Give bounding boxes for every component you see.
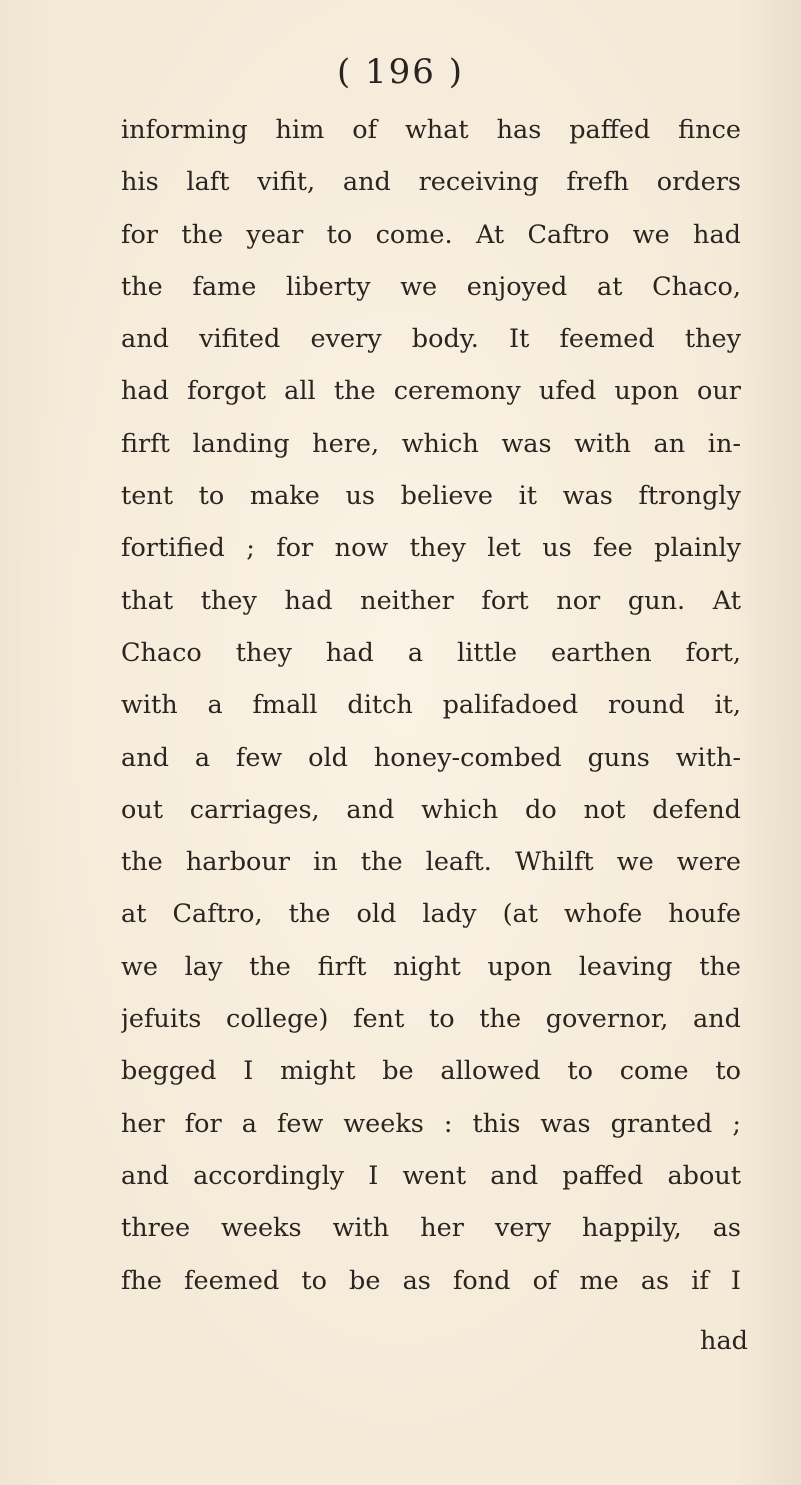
text-line: fhe feemed to be as fond of me as if I <box>121 1265 741 1296</box>
text-line: three weeks with her very happily, as <box>121 1213 741 1244</box>
text-line: and accordingly I went and paffed about <box>121 1160 741 1191</box>
text-line: at Caftro, the old lady (at whofe houfe <box>121 899 741 930</box>
text-line: with a fmall ditch palifadoed round it, <box>121 690 741 721</box>
text-line: informing him of what has paffed fince <box>121 115 741 145</box>
text-line: the fame liberty we enjoyed at Chaco, <box>121 271 741 302</box>
catchword: had <box>700 1326 748 1356</box>
text-line: fortified ; for now they let us fee plainly <box>121 533 741 564</box>
text-line: her for a few weeks : this was granted ; <box>121 1108 741 1139</box>
text-line: and a few old honey-combed guns with- <box>121 742 741 773</box>
text-line: his laft vifit, and receiving frefh orders <box>121 167 741 198</box>
text-line: firft landing here, which was with an in- <box>121 428 741 459</box>
text-line: jefuits college) fent to the governor, and <box>121 1004 741 1035</box>
text-line: begged I might be allowed to come to <box>121 1056 741 1087</box>
text-line: we lay the firft night upon leaving the <box>121 951 741 982</box>
text-line: for the year to come. At Caftro we had <box>121 219 741 250</box>
text-line: that they had neither fort nor gun. At <box>121 585 741 616</box>
text-line: had forgot all the ceremony ufed upon our <box>121 376 741 407</box>
text-line: tent to make us believe it was ftrongly <box>121 481 741 512</box>
text-line: the harbour in the leaft. Whilft we were <box>121 847 741 878</box>
page-number: ( 196 ) <box>336 52 465 92</box>
text-line: out carriages, and which do not defend <box>121 794 741 825</box>
text-line: and vifited every body. It feemed they <box>121 324 741 355</box>
text-line: Chaco they had a little earthen fort, <box>121 637 741 668</box>
body-text <box>121 104 741 1307</box>
